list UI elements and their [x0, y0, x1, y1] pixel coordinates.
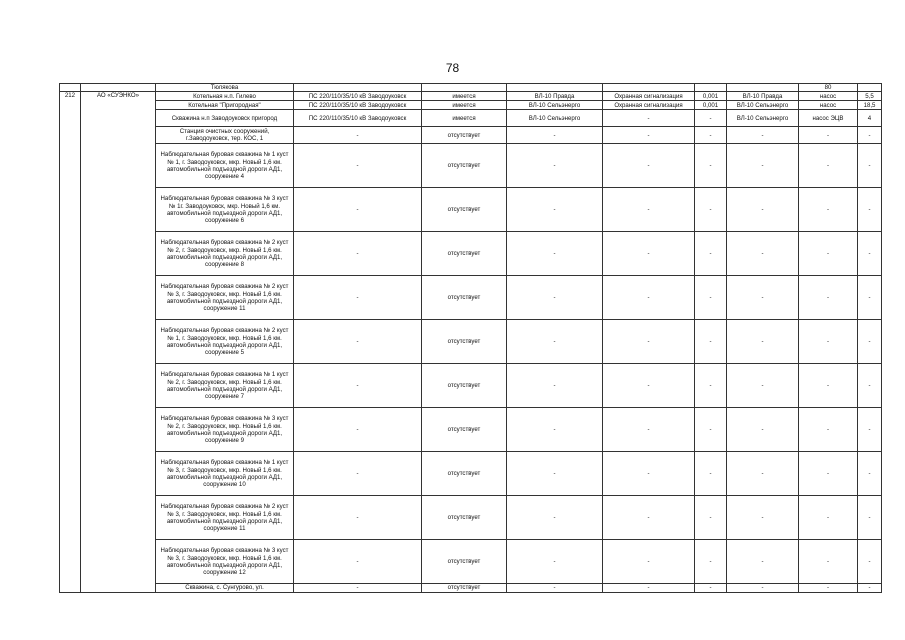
table-row [60, 276, 882, 320]
cell-equipment: насос [799, 101, 858, 110]
cell-object: Котельная н.п. Гилево [156, 92, 294, 101]
cell-substation: - [294, 127, 422, 144]
cell-object: Наблюдательная буровая скважина № 1 куст № 2, г. Заводоуковск, мкр. Новый 1,6 км. автомобильной подъездной дороги АД1, сооружение 7 [156, 364, 294, 408]
cell-value: - [695, 408, 727, 452]
cell-empty [507, 84, 603, 92]
cell-line: - [507, 188, 603, 232]
cell-object: Станция очистных сооружений, г.Заводоуковск, тер. КОС, 1 [156, 127, 294, 144]
cell-alarm: - [603, 584, 695, 592]
cell-power: - [858, 232, 882, 276]
cell-power: - [858, 364, 882, 408]
cell-power: - [858, 452, 882, 496]
cell-alarm: - [603, 320, 695, 364]
cell-substation: - [294, 540, 422, 584]
cell-availability: имеется [422, 110, 507, 127]
cell-empty [422, 84, 507, 92]
cell-equipment: - [799, 144, 858, 188]
cell-line: - [507, 584, 603, 592]
cell-value: - [695, 110, 727, 127]
cell-line2: - [727, 276, 799, 320]
cell-line: - [507, 276, 603, 320]
cell-equipment: насос [799, 92, 858, 101]
table-row [60, 144, 882, 188]
cell-line: ВЛ-10 Правда [507, 92, 603, 101]
cell-alarm: - [603, 540, 695, 584]
cell-equipment: - [799, 584, 858, 592]
cell-power: - [858, 188, 882, 232]
cell-empty [294, 84, 422, 92]
cell-object: Наблюдательная буровая скважина № 1 куст № 3, г. Заводоуковск, мкр. Новый 1,6 км. автомобильной подъездной дороги АД1, сооружение 10 [156, 452, 294, 496]
table-row [60, 584, 882, 592]
table-row [60, 110, 882, 127]
cell-equipment: - [799, 232, 858, 276]
cell-object: Наблюдательная буровая скважина № 3 куст № 3, г. Заводоуковск, мкр. Новый 1,6 км. автомобильной подъездной дороги АД1, сооружение 12 [156, 540, 294, 584]
cell-substation: - [294, 452, 422, 496]
cell-equipment: - [799, 188, 858, 232]
cell-substation: - [294, 320, 422, 364]
table-row [60, 452, 882, 496]
cell-line: - [507, 408, 603, 452]
cell-object: Наблюдательная буровая скважина № 3 куст № 1г. Заводоуковск, мкр. Новый 1,6 км. автомобильной подъездной дороги АД1, сооружение 6 [156, 188, 294, 232]
cell-empty [695, 84, 727, 92]
cell-availability: отсутствует [422, 320, 507, 364]
cell-line2: ВЛ-10 Сельэнерго [727, 110, 799, 127]
cell-alarm: - [603, 364, 695, 408]
table-row [60, 232, 882, 276]
cell-line2: - [727, 496, 799, 540]
cell-alarm: - [603, 232, 695, 276]
table-row [60, 92, 882, 101]
cell-line: - [507, 320, 603, 364]
cell-substation: - [294, 364, 422, 408]
cell-line: - [507, 232, 603, 276]
cell-line: ВЛ-10 Сельэнерго [507, 110, 603, 127]
cell-availability: имеется [422, 92, 507, 101]
cell-availability: отсутствует [422, 584, 507, 592]
cell-power: - [858, 540, 882, 584]
cell-value: - [695, 320, 727, 364]
cell-object: Наблюдательная буровая скважина № 2 куст № 3, г. Заводоуковск, мкр. Новый 1,6 км. автомобильной подъездной дороги АД1, сооружение 11 [156, 276, 294, 320]
cell-substation: - [294, 232, 422, 276]
cell-line2: - [727, 232, 799, 276]
cell-power: - [858, 496, 882, 540]
cell-substation: ПС 220/110/35/10 кВ Заводоуковск [294, 92, 422, 101]
cell-power: 4 [858, 110, 882, 127]
cell-availability: имеется [422, 101, 507, 110]
cell-empty [858, 84, 882, 92]
cell-availability: отсутствует [422, 232, 507, 276]
cell-equipment: - [799, 127, 858, 144]
cell-c9: 80 [799, 84, 858, 92]
cell-power: - [858, 144, 882, 188]
cell-availability: отсутствует [422, 540, 507, 584]
cell-empty [727, 84, 799, 92]
cell-power: 5,5 [858, 92, 882, 101]
cell-object: Наблюдательная буровая скважина № 3 куст № 2, г. Заводоуковск, мкр. Новый 1,6 км. автомобильной подъездной дороги АД1, сооружение 9 [156, 408, 294, 452]
cell-availability: отсутствует [422, 144, 507, 188]
cell-line: - [507, 144, 603, 188]
cell-substation: - [294, 496, 422, 540]
cell-equipment: - [799, 364, 858, 408]
cell-equipment: - [799, 320, 858, 364]
cell-value: - [695, 232, 727, 276]
cell-substation: ПС 220/110/35/10 кВ Заводоуковск [294, 101, 422, 110]
cell-power: - [858, 320, 882, 364]
cell-power: 18,5 [858, 101, 882, 110]
cell-alarm: - [603, 276, 695, 320]
table-row [60, 320, 882, 364]
cell-value: - [695, 584, 727, 592]
cell-equipment: - [799, 408, 858, 452]
cell-line: - [507, 496, 603, 540]
cell-line: - [507, 540, 603, 584]
cell-substation: - [294, 584, 422, 592]
cell-value: - [695, 276, 727, 320]
cell-line2: - [727, 540, 799, 584]
object-text: Тюлякова [210, 84, 239, 92]
cell-object [156, 84, 294, 92]
cell-alarm: Охранная сигнализация [603, 101, 695, 110]
table-body [60, 84, 882, 593]
cell-availability: отсутствует [422, 408, 507, 452]
cell-line2: ВЛ-10 Правда [727, 92, 799, 101]
cell-equipment: - [799, 452, 858, 496]
cell-equipment: насос ЭЦВ [799, 110, 858, 127]
page-number: 78 [445, 61, 460, 75]
cell-line2: ВЛ-10 Сельэнерго [727, 101, 799, 110]
cell-line2: - [727, 188, 799, 232]
cell-value: - [695, 496, 727, 540]
cell-equipment: - [799, 540, 858, 584]
table-row [60, 496, 882, 540]
cell-line2: - [727, 408, 799, 452]
cell-alarm: - [603, 188, 695, 232]
cell-object: Наблюдательная буровая скважина № 2 куст № 2, г. Заводоуковск, мкр. Новый 1,6 км. автомобильной подъездной дороги АД1, сооружение 8 [156, 232, 294, 276]
cell-object: Котельная "Пригородная" [156, 101, 294, 110]
cell-power: - [858, 408, 882, 452]
cell-line2: - [727, 320, 799, 364]
cell-substation: ПС 220/110/35/10 кВ Заводоуковск [294, 110, 422, 127]
cell-alarm: Охранная сигнализация [603, 92, 695, 101]
cell-alarm: - [603, 452, 695, 496]
cell-line: - [507, 452, 603, 496]
cell-line2: - [727, 127, 799, 144]
cell-equipment: - [799, 276, 858, 320]
cell-line2: - [727, 144, 799, 188]
table-row [60, 540, 882, 584]
cell-substation: - [294, 408, 422, 452]
cell-object: Наблюдательная буровая скважина № 2 куст № 1, г. Заводоуковск, мкр. Новый 1,6 км. автомобильной подъездной дороги АД1, сооружение 5 [156, 320, 294, 364]
org-name-cell: АО «СУЭНКО» [81, 92, 156, 592]
cell-value: 0,001 [695, 92, 727, 101]
cell-alarm: - [603, 408, 695, 452]
cell-power: - [858, 127, 882, 144]
org-number-cell: 212 [60, 92, 81, 592]
cell-line2: - [727, 364, 799, 408]
table-row [60, 408, 882, 452]
table-row [60, 127, 882, 144]
cell-power: - [858, 276, 882, 320]
cell-line: ВЛ-10 Сельэнерго [507, 101, 603, 110]
cell-substation: - [294, 188, 422, 232]
table-row [60, 364, 882, 408]
cell-line: - [507, 364, 603, 408]
cell-line2: - [727, 584, 799, 592]
cell-value: - [695, 452, 727, 496]
cell-value: 0,001 [695, 101, 727, 110]
object-text: Скважина, с. Сунгурово, ул. [185, 584, 264, 592]
cell-object: Скважина н.п Заводоуковск пригород [156, 110, 294, 127]
cell-availability: отсутствует [422, 188, 507, 232]
table-row [60, 188, 882, 232]
cell-substation: - [294, 144, 422, 188]
cell-substation: - [294, 276, 422, 320]
cell-power: - [858, 584, 882, 592]
cell-availability: отсутствует [422, 496, 507, 540]
cell-availability: отсутствует [422, 364, 507, 408]
cell-object: Наблюдательная буровая скважина № 1 куст № 1, г. Заводоуковск, мкр. Новый 1,6 км. автомобильной подъездной дороги АД1, сооружение 4 [156, 144, 294, 188]
cell-object: Наблюдательная буровая скважина № 2 куст № 3, г. Заводоуковск, мкр. Новый 1,6 км. автомобильной подъездной дороги АД1, сооружение 11 [156, 496, 294, 540]
cell-value: - [695, 144, 727, 188]
cell-value: - [695, 127, 727, 144]
cell-line: - [507, 127, 603, 144]
data-table [59, 83, 882, 593]
cell-value: - [695, 540, 727, 584]
cell-value: - [695, 364, 727, 408]
table-row [60, 101, 882, 110]
cell-alarm: - [603, 496, 695, 540]
cell-empty [603, 84, 695, 92]
cell-availability: отсутствует [422, 127, 507, 144]
cell-line2: - [727, 452, 799, 496]
cell-empty [60, 84, 81, 92]
table-row-top [60, 84, 882, 92]
cell-empty [81, 84, 156, 92]
cell-availability: отсутствует [422, 276, 507, 320]
cell-alarm: - [603, 144, 695, 188]
cell-alarm: - [603, 110, 695, 127]
cell-equipment: - [799, 496, 858, 540]
cell-availability: отсутствует [422, 452, 507, 496]
cell-alarm: - [603, 127, 695, 144]
cell-value: - [695, 188, 727, 232]
cell-object [156, 584, 294, 592]
